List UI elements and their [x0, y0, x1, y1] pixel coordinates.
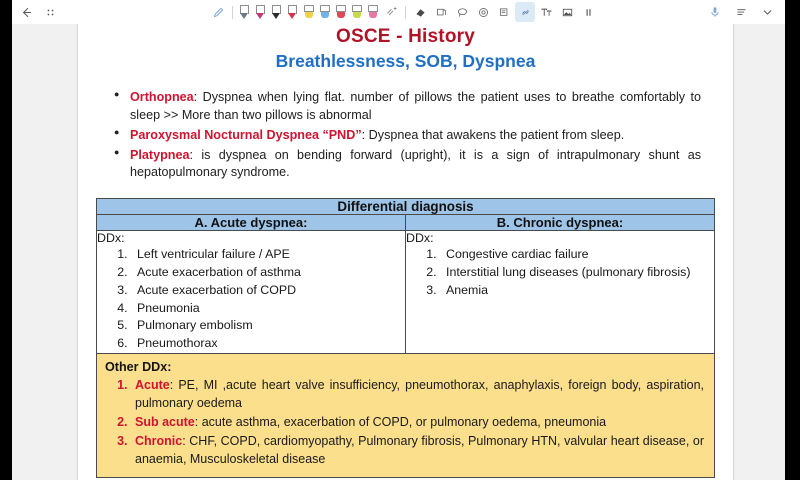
eraser-icon[interactable] — [410, 2, 430, 22]
ddx-label: DDx: — [97, 231, 125, 246]
term-pnd: Paroxysmal Nocturnal Dyspnea “PND” — [130, 127, 362, 142]
list-item: 6. Pneumothorax — [131, 335, 405, 353]
stamp-icon[interactable] — [473, 2, 493, 22]
list-item — [130, 89, 701, 125]
list-item — [130, 127, 701, 145]
list-item: 1. Left ventricular failure / APE — [131, 246, 405, 264]
pen-black-icon[interactable] — [269, 2, 284, 22]
highlighter-red-icon[interactable] — [333, 2, 348, 22]
term-orthopnea: Orthopnea — [130, 89, 194, 104]
highlighter-blue-icon[interactable] — [317, 2, 332, 22]
term-chronic: Chronic — [135, 434, 183, 449]
thumbnails-grid-icon[interactable] — [40, 2, 60, 22]
list-item — [131, 376, 704, 412]
chronic-ddx-list — [406, 246, 714, 299]
toolbar-left-group — [16, 2, 60, 22]
note-icon[interactable] — [494, 2, 514, 22]
document-page — [78, 24, 733, 480]
list-item — [131, 432, 704, 468]
acute-ddx-list — [97, 246, 405, 352]
pen-red-icon[interactable] — [285, 2, 300, 22]
column-header-chronic: B. Chronic dyspnea: — [406, 215, 715, 231]
other-text: acute asthma, exacerbation of COPD, or pulmonary oedema, pneumonia — [201, 415, 607, 429]
lasso-icon[interactable] — [452, 2, 472, 22]
menu-icon[interactable] — [731, 2, 751, 22]
term-separator: : — [189, 147, 202, 162]
toolbar-right-group — [705, 2, 781, 22]
link-icon[interactable] — [515, 2, 535, 22]
term-separator: : — [361, 127, 369, 142]
page-title: OSCE - History — [336, 26, 475, 47]
other-text: CHF, COPD, cardiomyopathy, Pulmonary fibrosis, Pulmonary HTN, valvular heart disease, or anaemia, Musculoskeletal disease — [135, 434, 704, 467]
text-icon[interactable] — [536, 2, 556, 22]
differential-diagnosis-table — [96, 198, 715, 353]
other-ddx-title: Other DDx: — [105, 359, 172, 374]
pen-magenta-icon[interactable] — [253, 2, 268, 22]
definition-text: Dyspnea that awakens the patient from sleep. — [368, 127, 625, 142]
list-item: 5. Pulmonary embolism — [131, 317, 405, 335]
term-sub-acute: Sub acute — [135, 415, 195, 429]
term-acute: Acute — [135, 377, 170, 392]
list-item — [131, 413, 704, 431]
back-icon[interactable] — [16, 2, 36, 22]
term-separator: : — [194, 415, 202, 429]
microphone-icon[interactable] — [705, 2, 725, 22]
toolbar-divider — [232, 6, 233, 19]
other-ddx-box — [96, 354, 715, 479]
list-item: 3. Acute exacerbation of COPD — [131, 282, 405, 300]
table-title-cell: Differential diagnosis — [97, 199, 715, 215]
column-header-acute: A. Acute dyspnea: — [97, 215, 406, 231]
highlighter-pink-icon[interactable] — [365, 2, 380, 22]
definitions-list — [96, 89, 715, 182]
term-separator: : — [182, 434, 190, 449]
page-subtitle: Breathlessness, SOB, Dyspnea — [275, 50, 536, 71]
list-item — [130, 147, 701, 183]
toolbar-tools-group — [208, 2, 598, 22]
toolbar-divider — [405, 6, 406, 19]
document-viewport[interactable] — [12, 24, 785, 480]
table-row — [97, 199, 715, 215]
pencil-icon[interactable] — [208, 2, 228, 22]
term-separator: : — [193, 89, 203, 104]
columns-icon[interactable] — [578, 2, 598, 22]
term-platypnea: Platypnea — [130, 147, 190, 162]
definition-text: is dyspnea on bending forward (upright), it is a sign of intrapulmonary shunt as hepatopulmonary syndrome. — [130, 147, 702, 180]
other-text: PE, MI ,acute heart valve insufficiency, pneumothorax, anaphylaxis, foreign body, aspiration, pulmonary oedema — [135, 377, 704, 410]
highlighter-yellow-icon[interactable] — [301, 2, 316, 22]
list-item: 3. Anemia — [440, 282, 714, 300]
list-item: 4. Pneumonia — [131, 300, 405, 318]
list-item: 2. Interstitial lung diseases (pulmonary fibrosis) — [440, 264, 714, 282]
term-separator: : — [169, 377, 179, 392]
image-icon[interactable] — [557, 2, 577, 22]
other-ddx-list — [105, 376, 704, 469]
table-row — [97, 215, 715, 231]
table-row — [97, 231, 715, 353]
list-item: 2. Acute exacerbation of asthma — [131, 264, 405, 282]
chronic-dyspnea-cell — [406, 231, 715, 353]
acute-dyspnea-cell — [97, 231, 406, 353]
ddx-label: DDx: — [406, 231, 434, 246]
pen-gray-icon[interactable] — [237, 2, 252, 22]
annotation-toolbar — [12, 0, 785, 24]
highlighter-green-icon[interactable] — [349, 2, 364, 22]
definition-text: Dyspnea when lying flat. number of pillows the patient uses to breathe comfortably to sleep >> More than two pillows is abnormal — [130, 89, 701, 122]
shapes-icon[interactable] — [431, 2, 451, 22]
chevron-down-icon[interactable] — [757, 2, 777, 22]
add-pen-icon[interactable] — [381, 2, 401, 22]
list-item: 1. Congestive cardiac failure — [440, 246, 714, 264]
